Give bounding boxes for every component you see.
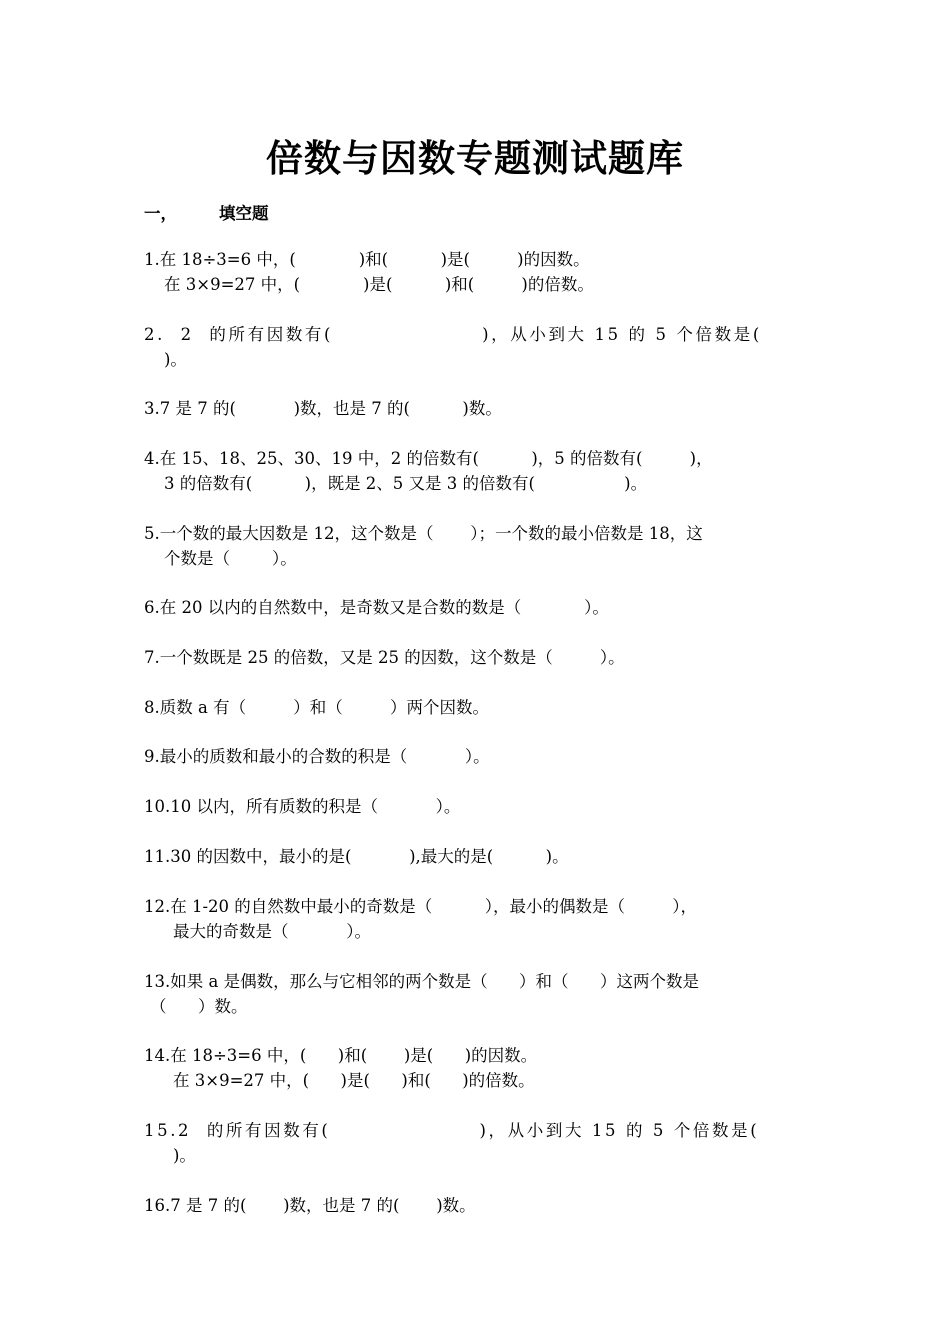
question-line: 16.7 是 7 的( )数，也是 7 的( )数。 [144, 1196, 476, 1215]
question-line: 6.在 20 以内的自然数中，是奇数又是合数的数是（ ）。 [144, 598, 609, 617]
question-line: )。 [164, 350, 187, 369]
question-line: 11.30 的因数中，最小的是( ),最大的是( )。 [144, 847, 569, 866]
question-line: 3.7 是 7 的( )数，也是 7 的( )数。 [144, 399, 502, 418]
question-line: 最大的奇数是（ ）。 [173, 922, 371, 941]
question-line: 3 的倍数有( )，既是 2、5 又是 3 的倍数有( )。 [164, 474, 648, 493]
question-line: 2. 2 的所有因数有( )，从小到大 15 的 5 个倍数是( [144, 325, 762, 344]
question-line: 12.在 1-20 的自然数中最小的奇数是（ ），最小的偶数是（ ）， [144, 897, 697, 916]
question-line: )。 [173, 1146, 196, 1165]
question-line: 15.2 的所有因数有( )，从小到大 15 的 5 个倍数是( [144, 1121, 760, 1140]
page-title: 倍数与因数专题测试题库 [266, 137, 684, 180]
question-line: 8.质数 a 有（ ）和（ ）两个因数。 [144, 698, 489, 717]
question-line: 5.一个数的最大因数是 12，这个数是（ ）；一个数的最小倍数是 18，这 [144, 524, 703, 543]
section-label: 填空题 [219, 204, 269, 223]
question-line: 4.在 15、18、25、30、19 中，2 的倍数有( )，5 的倍数有( )， [144, 449, 713, 468]
question-line: 7.一个数既是 25 的倍数，又是 25 的因数，这个数是（ ）。 [144, 648, 625, 667]
question-line: 在 3×9=27 中，( )是( )和( )的倍数。 [164, 275, 594, 294]
question-line: 1.在 18÷3=6 中，( )和( )是( )的因数。 [144, 250, 590, 269]
question-line: 14.在 18÷3=6 中，( )和( )是( )的因数。 [144, 1046, 538, 1065]
question-line: 13.如果 a 是偶数，那么与它相邻的两个数是（ ）和（ ）这两个数是 [144, 972, 700, 991]
question-line: （ ）数。 [150, 997, 248, 1016]
question-line: 个数是（ ）。 [164, 549, 297, 568]
section-number: 一， [144, 204, 177, 223]
question-line: 9.最小的质数和最小的合数的积是（ ）。 [144, 747, 490, 766]
question-line: 在 3×9=27 中，( )是( )和( )的倍数。 [173, 1071, 535, 1090]
question-line: 10.10 以内，所有质数的积是（ ）。 [144, 797, 461, 816]
section-heading [144, 200, 269, 224]
